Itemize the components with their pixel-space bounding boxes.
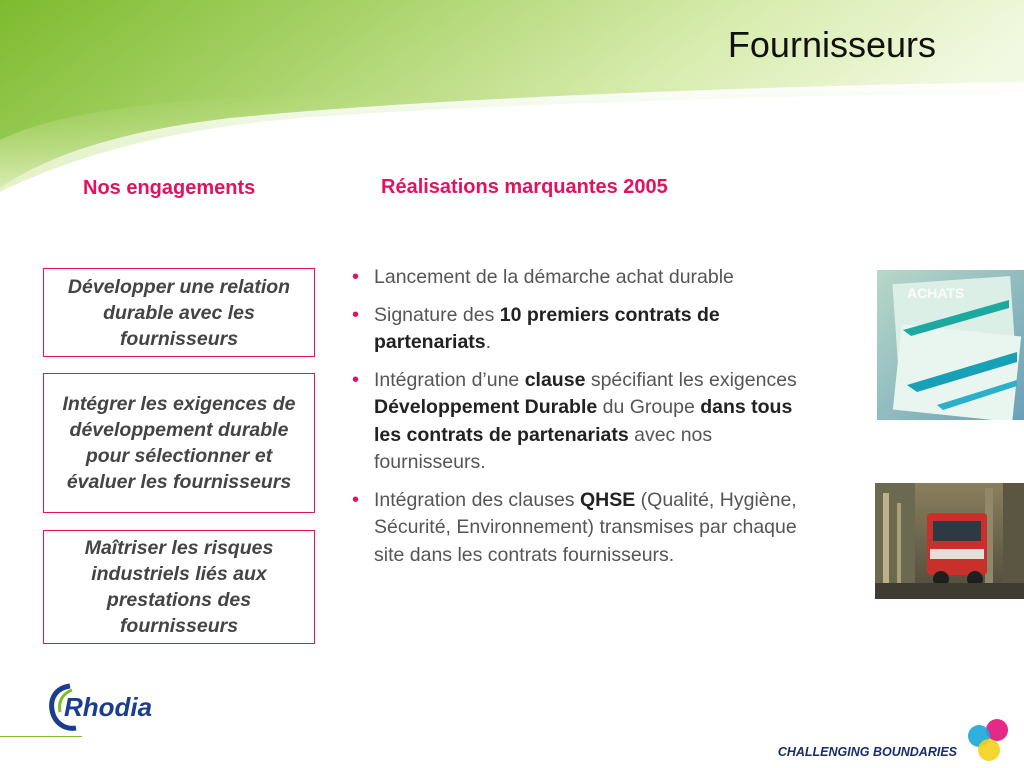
truck-photo (875, 483, 1024, 599)
bullet-icon: • (352, 368, 360, 391)
bold-text-run: 10 premiers contrats de partenariats (374, 303, 720, 353)
commitment-box (43, 373, 315, 513)
commitments-heading: Nos engagements (83, 177, 256, 199)
binders-photo (877, 270, 1024, 420)
bullet-icon: • (352, 488, 360, 511)
text-run: Intégration des clauses (374, 488, 580, 511)
achievement-item (352, 302, 802, 357)
commitment-text: Maîtriser les risques industriels liés aux prestations des fournisseurs (84, 537, 274, 637)
commitment-box (43, 530, 315, 644)
achievement-item (352, 487, 802, 570)
text-run: Intégration d’une (374, 368, 525, 391)
text-run: spécifiant les exigences (585, 368, 797, 391)
achievements-heading: Réalisations marquantes 2005 (381, 176, 668, 198)
logo-rule (0, 736, 82, 737)
logo-text: Rhodia (64, 692, 153, 722)
slide-title: Fournisseurs (727, 24, 936, 65)
text-run: (Qualité, Hygiène, Sécurité, Environnement) transmises par chaque site dans les contrats fournisseurs. (374, 488, 797, 566)
commitment-box (43, 268, 315, 357)
bold-text-run: dans tous les contrats de partenariats (374, 396, 793, 446)
footer-tagline: CHALLENGING BOUNDARIES (777, 745, 957, 759)
bold-text-run: clause (524, 368, 586, 391)
binders-caption: ACHATS (907, 285, 965, 301)
text-run: Signature des (374, 303, 500, 326)
bullet-icon: • (352, 303, 360, 326)
achievement-item (352, 367, 802, 477)
text-run: du Groupe (597, 396, 701, 418)
text-run: Lancement de la démarche achat durable (374, 266, 734, 288)
achievements-list (352, 264, 802, 579)
colored-circles-logo (963, 718, 1011, 764)
rhodia-logo (48, 680, 168, 732)
commitment-text: Intégrer les exigences de développement durable pour sélectionner et évaluer les fournisseurs (62, 393, 296, 493)
bullet-icon: • (352, 266, 360, 288)
bold-text-run: QHSE (579, 488, 636, 511)
text-run: . (485, 331, 492, 353)
commitment-text: Développer une relation durable avec les fournisseurs (67, 275, 291, 350)
text-run: avec nos fournisseurs. (374, 423, 713, 473)
achievement-item (352, 264, 802, 292)
bold-text-run: Développement Durable (374, 396, 598, 418)
